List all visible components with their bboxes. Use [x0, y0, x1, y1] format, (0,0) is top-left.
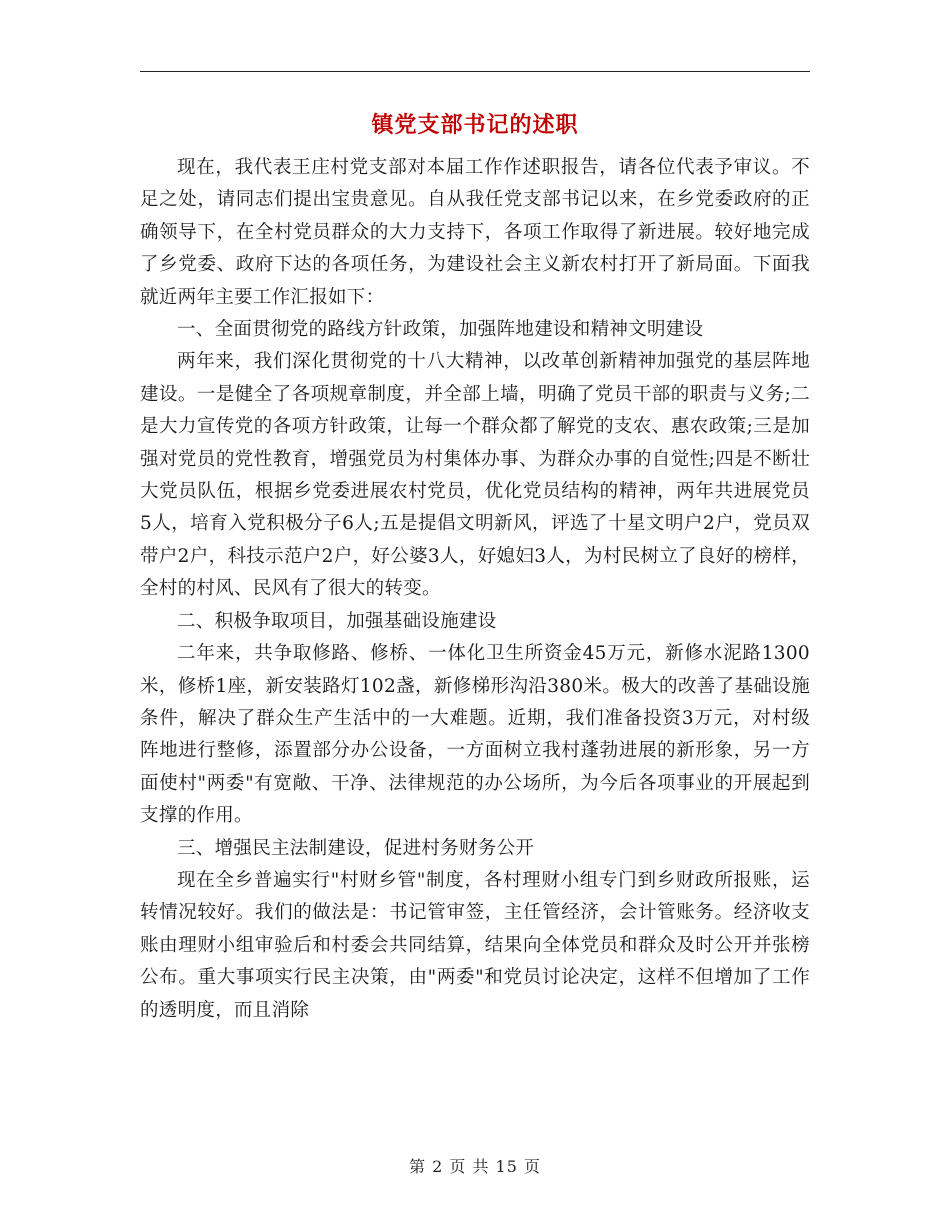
section-heading-1: 一、全面贯彻党的路线方针政策，加强阵地建设和精神文明建设 — [177, 319, 704, 341]
document-body — [140, 152, 810, 1027]
page-number-footer: 第 2 页 共 15 页 — [409, 1157, 541, 1176]
section-paragraph-1: 两年来，我们深化贯彻党的十八大精神，以改革创新精神加强党的基层阵地建设。一是健全了各项规章制度，并全部上墙，明确了党员干部的职责与义务;二是大力宣传党的各项方针政策，让每一个群众都了解党的支农、惠农政策;三是加强对党员的党性教育，增强党员为村集体办事、为群众办事的自觉性;四是不断壮大党员队伍，根据乡党委进展农村党员，优化党员结构的精神，两年共进展党员5人，培育入党积极分子6人;五是提倡文明新风，评选了十星文明户2户，党员双带户2户，科技示范户2户，好公婆3人，好媳妇3人，为村民树立了良好的榜样，全村的村风、民风有了很大的转变。 — [140, 351, 810, 600]
document-title: 镇党支部书记的述职 — [371, 112, 579, 138]
section-heading-3: 三、增强民主法制建设，促进村务财务公开 — [177, 837, 535, 859]
section-heading-2: 二、积极争取项目，加强基础设施建设 — [177, 610, 497, 632]
header-rule — [140, 71, 810, 72]
intro-paragraph: 现在，我代表王庄村党支部对本届工作作述职报告，请各位代表予审议。不足之处，请同志们提出宝贵意见。自从我任党支部书记以来，在乡党委政府的正确领导下，在全村党员群众的大力支持下，各项工作取得了新进展。较好地完成了乡党委、政府下达的各项任务，为建设社会主义新农村打开了新局面。下面我就近两年主要工作汇报如下： — [140, 157, 810, 308]
section-paragraph-3: 现在全乡普遍实行"村财乡管"制度，各村理财小组专门到乡财政所报账，运转情况较好。我们的做法是：书记管审签，主任管经济，会计管账务。经济收支账由理财小组审验后和村委会共同结算，结果向全体党员和群众及时公开并张榜公布。重大事项实行民主决策，由"两委"和党员讨论决定，这样不但增加了工作的透明度，而且消除 — [140, 869, 810, 1021]
section-paragraph-2: 二年来，共争取修路、修桥、一体化卫生所资金45万元，新修水泥路1300米，修桥1座，新安装路灯102盏，新修梯形沟沿380米。极大的改善了基础设施条件，解决了群众生产生活中的一大难题。近期，我们准备投资3万元，对村级阵地进行整修，添置部分办公设备，一方面树立我村蓬勃进展的新形象，另一方面使村"两委"有宽敞、干净、法律规范的办公场所，为今后各项事业的开展起到支撑的作用。 — [140, 643, 810, 827]
